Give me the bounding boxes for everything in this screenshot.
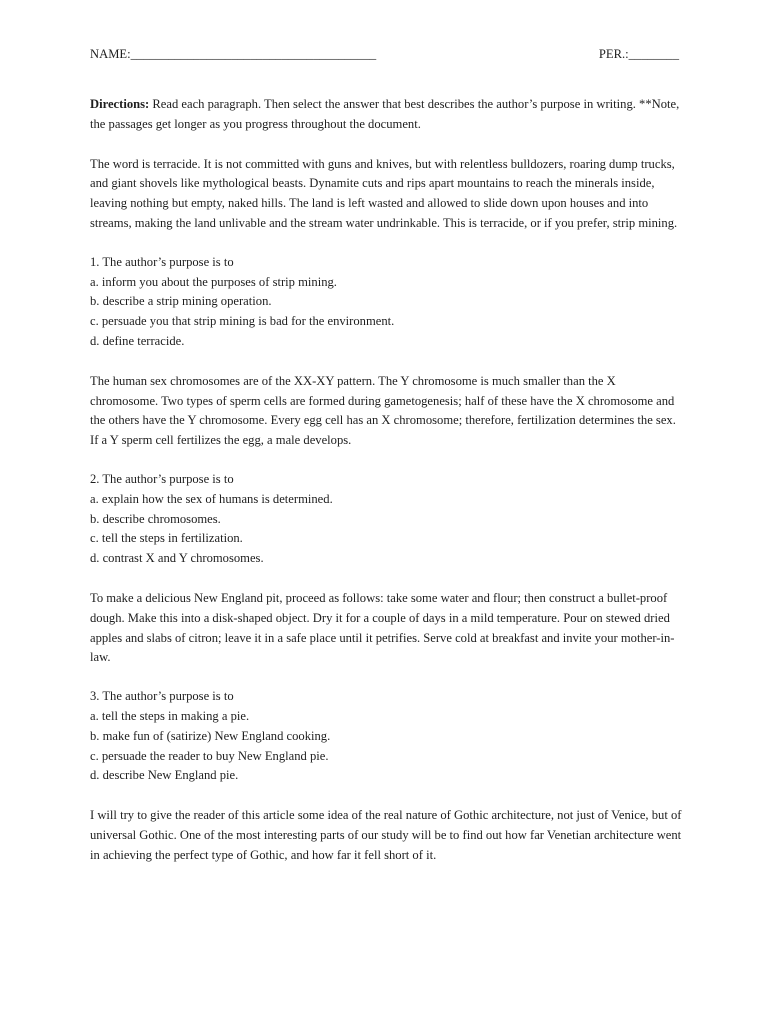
header-row bbox=[90, 45, 685, 65]
answer-option-a: a. explain how the sex of humans is determined. bbox=[90, 491, 333, 506]
directions-label: Directions: bbox=[90, 97, 150, 111]
passage-3: To make a delicious New England pit, proceed as follows: take some water and flour; then construct a bullet-proof dough. Make this into a disk-shaped object. Dry it for a couple of days in a mild temperature. Pour on stewed dried apples and slabs of citron; leave it in a safe place until it petrifies. Serve cold at breakfast and invite your mother-in-law. bbox=[90, 590, 675, 665]
answer-option-a: a. tell the steps in making a pie. bbox=[90, 708, 250, 723]
passage-4: I will try to give the reader of this article some idea of the real nature of Gothic architecture, not just of Venice, but of universal Gothic. One of the most interesting parts of our study will be to find out how far Venetian architecture went in achieving the perfect type of Gothic, and how far it fell short of it. bbox=[90, 808, 682, 862]
question-2 bbox=[90, 470, 685, 569]
worksheet-page bbox=[90, 45, 685, 866]
answer-option-d: d. define terracide. bbox=[90, 333, 185, 348]
answer-option-d: d. contrast X and Y chromosomes. bbox=[90, 551, 264, 566]
answer-option-c: c. tell the steps in fertilization. bbox=[90, 531, 243, 546]
answer-option-a: a. inform you about the purposes of strip mining. bbox=[90, 274, 337, 289]
passage-1: The word is terracide. It is not committed with guns and knives, but with relentless bulldozers, roaring dump trucks, and giant shovels like mythological beasts. Dynamite cuts and rips apart mountains to reach the minerals inside, leaving nothing but empty, naked hills. The land is left wasted and allowed to slide down upon houses and into streams, making the land unlivable and the stream water undrinkable. This is terracide, or if you prefer, strip mining. bbox=[90, 156, 678, 230]
period-field: PER.:________ bbox=[598, 47, 679, 61]
answer-option-c: c. persuade the reader to buy New England pie. bbox=[90, 748, 329, 763]
answer-option-b: b. describe a strip mining operation. bbox=[90, 294, 272, 309]
question-prompt: 2. The author’s purpose is to bbox=[90, 471, 234, 486]
directions-text: Read each paragraph. Then select the answer that best describes the author’s purpose in writing. **Note, the passages get longer as you progress throughout the document. bbox=[90, 97, 680, 131]
answer-option-d: d. describe New England pie. bbox=[90, 768, 239, 783]
name-field: NAME:_______________________________________ bbox=[90, 47, 377, 61]
passage-2: The human sex chromosomes are of the XX-XY pattern. The Y chromosome is much smaller than the X chromosome. Two types of sperm cells are formed during gametogenesis; half of these have the X chromosome and the others have the Y chromosome. Every egg cell has an X chromosome; therefore, fertilization determines the sex. If a Y sperm cell fertilizes the egg, a male develops. bbox=[90, 373, 676, 448]
question-prompt: 1. The author’s purpose is to bbox=[90, 254, 234, 269]
answer-option-b: b. describe chromosomes. bbox=[90, 511, 221, 526]
answer-option-c: c. persuade you that strip mining is bad for the environment. bbox=[90, 314, 395, 329]
question-prompt: 3. The author’s purpose is to bbox=[90, 689, 234, 704]
answer-option-b: b. make fun of (satirize) New England cooking. bbox=[90, 728, 331, 743]
directions bbox=[90, 95, 685, 135]
question-3 bbox=[90, 687, 685, 786]
question-1 bbox=[90, 253, 685, 352]
